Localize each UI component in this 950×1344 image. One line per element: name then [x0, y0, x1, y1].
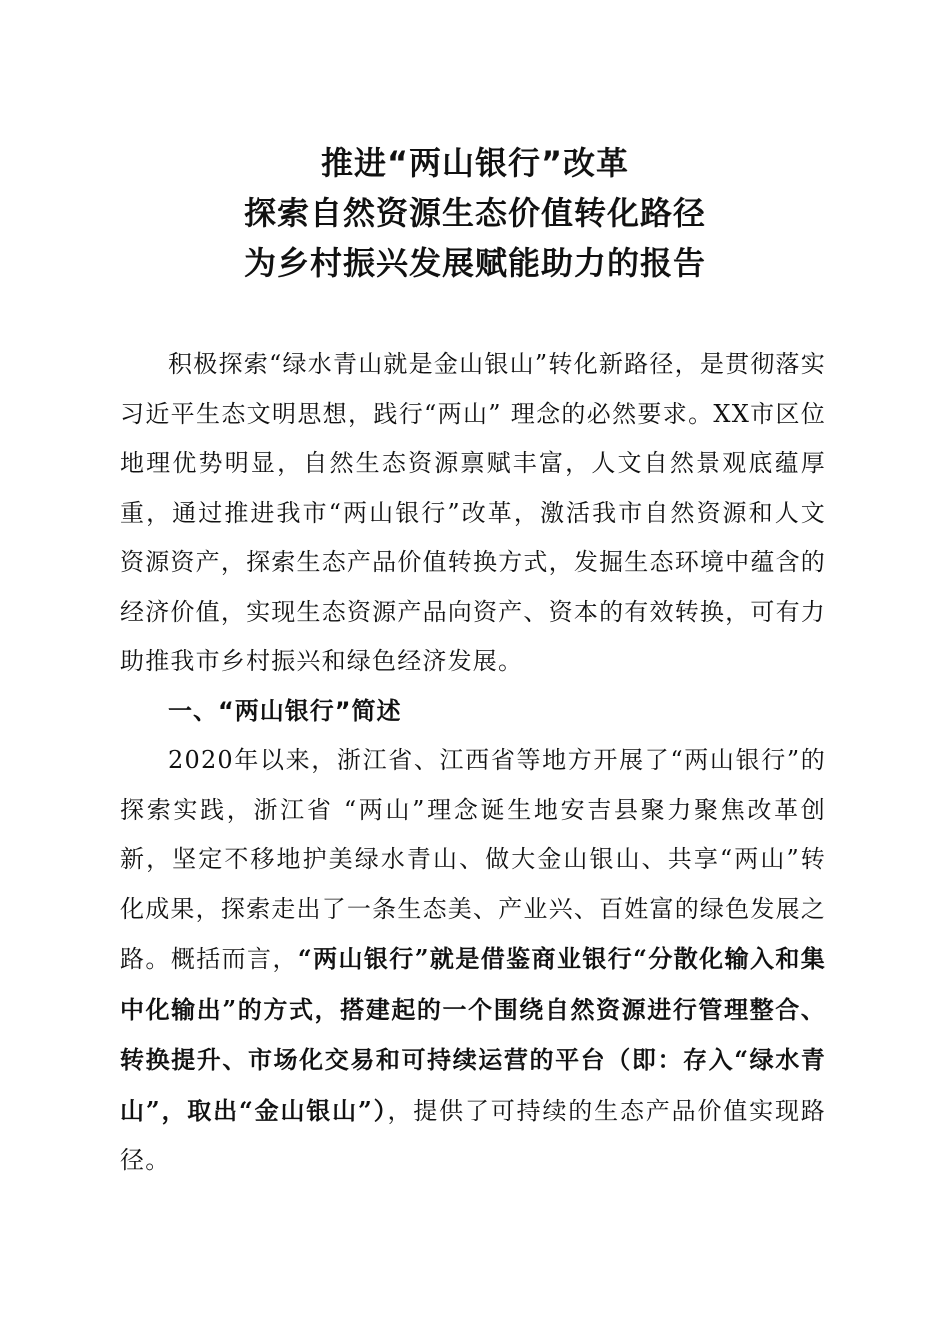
- section-1-paragraph: [120, 736, 826, 1186]
- title-line-2: 探索自然资源生态价值转化路径: [243, 194, 706, 232]
- intro-paragraph: 积极探索“绿水青山就是金山银山”转化新路径，是贯彻落实习近平生态文明思想，践行“两山” 理念的必然要求。XX市区位地理优势明显，自然生态资源禀赋丰富，人文自然景观底蕴厚重，通过推进我市“两山银行”改革，激活我市自然资源和人文资源资产，探索生态产品价值转换方式，发掘生态环境中蕴含的经济价值，实现生态资源产品向资产、资本的有效转换，可有力助推我市乡村振兴和绿色经济发展。: [120, 350, 826, 675]
- document-title: [0, 138, 950, 288]
- section-1-text-tail: ，提供了可持续的生态产品价值实现路径。: [120, 1096, 826, 1174]
- section-1-text-bold: “两山银行”就是借鉴商业银行“分散化输入和集中化输出”的方式，搭建起的一个围绕自然资源进行管理整合、转换提升、市场化交易和可持续运营的平台（即：存入“绿水青山”，取出“金山银山”）: [120, 944, 827, 1125]
- title-line-3: 为乡村振兴发展赋能助力的报告: [243, 244, 706, 282]
- title-line-1: 推进“两山银行”改革: [320, 144, 630, 182]
- document-body: [120, 340, 826, 1186]
- section-1-text-lead: 2020年以来，浙江省、江西省等地方开展了“两山银行”的探索实践，浙江省 “两山”理念诞生地安吉县聚力聚焦改革创新，坚定不移地护美绿水青山、做大金山银山、共享“两山”转化成果，探索走出了一条生态美、产业兴、百姓富的绿色发展之路。概括而言，: [120, 746, 826, 973]
- section-1-heading: 一、“两山银行”简述: [168, 696, 402, 725]
